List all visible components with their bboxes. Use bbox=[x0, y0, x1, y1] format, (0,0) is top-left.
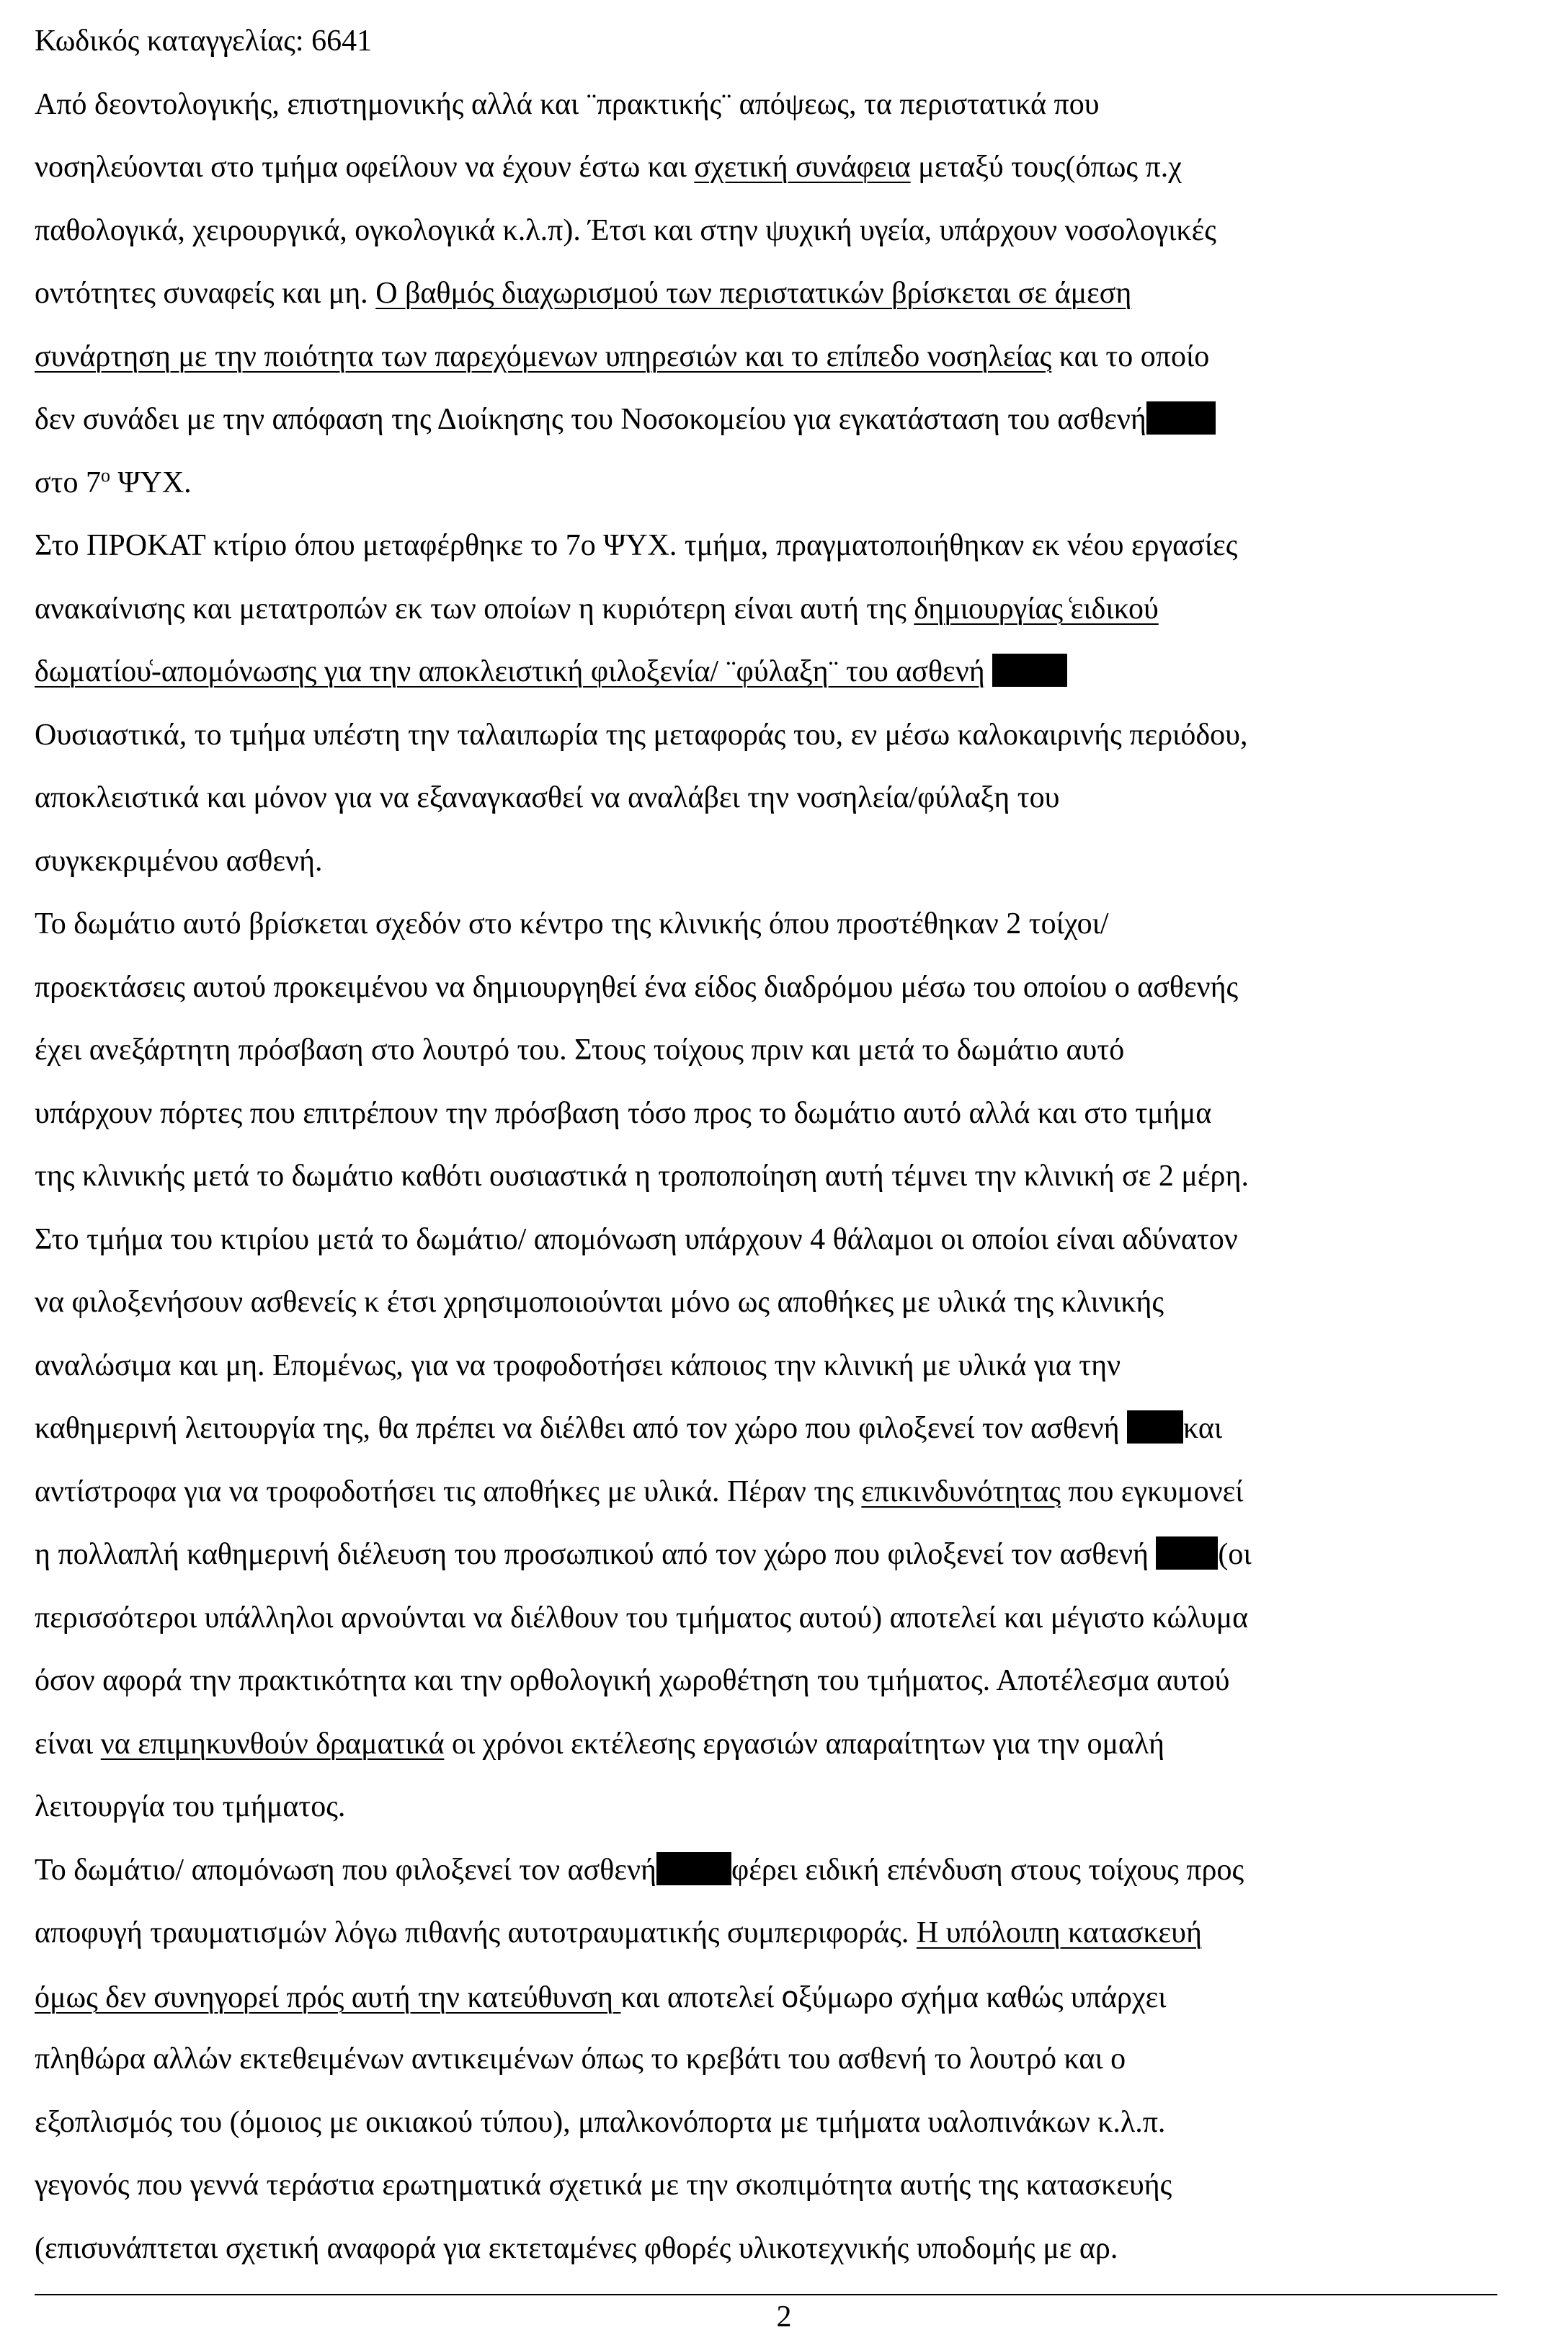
document-body bbox=[35, 10, 1505, 2280]
text-line: όσον αφορά την πρακτικότητα και την ορθολογική χωροθέτηση του τμήματος. Αποτέλεσμα αυτού bbox=[35, 1664, 1230, 1697]
redaction-block bbox=[1146, 401, 1216, 435]
text-line: λειτουργία του τμήματος. bbox=[35, 1790, 346, 1823]
text-line: έχει ανεξάρτητη πρόσβαση στο λουτρό του. Στους τοίχους πριν και μετά το δωμάτιο αυτό bbox=[35, 1033, 1125, 1067]
redaction-block bbox=[992, 654, 1067, 687]
text-line: ανακαίνισης και μετατροπών εκ των οποίων η κυριότερη είναι αυτή της δημιουργίας ͑ειδικού bbox=[35, 592, 1159, 626]
underlined-phrase: δημιουργίας ͑ειδικού bbox=[914, 592, 1159, 626]
text-line: είναι να επιμηκυνθούν δραματικά οι χρόνοι εκτέλεσης εργασιών απαραίτητων για την ομαλή bbox=[35, 1727, 1164, 1761]
text-line: (επισυνάπτεται σχετική αναφορά για εκτεταμένες φθορές υλικοτεχνικής υποδομής με αρ. bbox=[35, 2231, 1118, 2265]
page-number: 2 bbox=[776, 2300, 792, 2334]
text-line: εξοπλισμός του (όμοιος με οικιακού τύπου), μπαλκονόπορτα με τμήματα υαλοπινάκων κ.λ.π. bbox=[35, 2105, 1166, 2139]
text-line: Το δωμάτιο/ απομόνωση που φιλοξενεί τον ασθενή φέρει ειδική επένδυση στους τοίχους προς bbox=[35, 1853, 1244, 1887]
text-line: όμως δεν συνηγορεί πρός αυτή την κατεύθυνση και αποτελεί οξύμωρο σχήμα καθώς υπάρχει bbox=[35, 1979, 1167, 2014]
text-line: Το δωμάτιο αυτό βρίσκεται σχεδόν στο κέντρο της κλινικής όπου προστέθηκαν 2 τοίχοι/ bbox=[35, 907, 1109, 940]
text-line: αντίστροφα για να τροφοδοτήσει τις αποθήκες με υλικά. Πέραν της επικινδυνότητας που εγκυμονεί bbox=[35, 1475, 1244, 1508]
text-line: νοσηλεύονται στο τμήμα οφείλουν να έχουν έστω και σχετική συνάφεια μεταξύ τους(όπως π.χ bbox=[35, 151, 1182, 184]
text-line: Στο τμήμα του κτιρίου μετά το δωμάτιο/ απομόνωση υπάρχουν 4 θάλαμοι οι οποίοι είναι αδύνατον bbox=[35, 1222, 1238, 1256]
text-line: προεκτάσεις αυτού προκειμένου να δημιουργηθεί ένα είδος διαδρόμου μέσω του οποίου ο ασθενής bbox=[35, 970, 1239, 1004]
text-line bbox=[35, 641, 1505, 704]
text-line: Από δεοντολογικής, επιστημονικής αλλά και ¨πρακτικής¨ απόψεως, τα περιστατικά που bbox=[35, 87, 1100, 121]
underlined-phrase: Ο βαθμός διαχωρισμού των περιστατικών βρίσκεται σε άμεση bbox=[375, 277, 1132, 310]
text-line: Στο ΠΡΟΚΑΤ κτίριο όπου μεταφέρθηκε το 7ο ΨΥΧ. τμήμα, πραγματοποιήθηκαν εκ νέου εργασίες bbox=[35, 529, 1238, 562]
underlined-phrase: να επιμηκυνθούν δραματικά bbox=[100, 1727, 445, 1761]
text-line: πληθώρα αλλών εκτεθειμένων αντικειμένων όπως το κρεβάτι του ασθενή το λουτρό και ο bbox=[35, 2042, 1126, 2076]
text-line: συγκεκριμένου ασθενή. bbox=[35, 844, 323, 878]
text-line: παθολογικά, χειρουργικά, ογκολογικά κ.λ.π). Έτσι και στην ψυχική υγεία, υπάρχουν νοσολογικές bbox=[35, 213, 1216, 247]
text-line: υπάρχουν πόρτες που επιτρέπουν την πρόσβαση τόσο προς το δωμάτιο αυτό αλλά και στο τμήμα bbox=[35, 1096, 1212, 1130]
text-line: να φιλοξενήσουν ασθενείς κ έτσι χρησιμοποιούνται μόνο ως αποθήκες με υλικά της κλινικής bbox=[35, 1286, 1164, 1319]
text-line: αποκλειστικά και μόνον για να εξαναγκασθεί να αναλάβει την νοσηλεία/φύλαξη του bbox=[35, 781, 1060, 814]
redaction-block bbox=[1156, 1536, 1218, 1570]
text-line: καθημερινή λειτουργία της, θα πρέπει να διέλθει από τον χώρο που φιλοξενεί τον ασθενή και bbox=[35, 1412, 1223, 1445]
text-line: της κλινικής μετά το δωμάτιο καθότι ουσιαστικά η τροποποίηση αυτή τέμνει την κλινική σε 2 μέρη. bbox=[35, 1160, 1249, 1193]
underlined-phrase: Η υπόλοιπη κατασκευή bbox=[916, 1916, 1202, 1949]
text-line: αποφυγή τραυματισμών λόγω πιθανής αυτοτραυματικής συμπεριφοράς. Η υπόλοιπη κατασκευή bbox=[35, 1916, 1202, 1949]
text-line: δεν συνάδει με την απόφαση της Διοίκησης του Νοσοκομείου για εγκατάσταση του ασθενή bbox=[35, 388, 1505, 452]
underlined-phrase: όμως δεν συνηγορεί πρός αυτή την κατεύθυνση bbox=[35, 1980, 621, 2014]
underlined-phrase: σχετική συνάφεια bbox=[694, 151, 911, 184]
redaction-block bbox=[656, 1852, 731, 1885]
complaint-code: Κωδικός καταγγελίας: 6641 bbox=[35, 25, 373, 58]
redaction-block bbox=[1127, 1410, 1183, 1444]
text-line: συνάρτηση με την ποιότητα των παρεχόμενων υπηρεσιών και το επίπεδο νοσηλείας και το οποίο bbox=[35, 339, 1210, 373]
text-line: γεγονός που γεννά τεράστια ερωτηματικά σχετικά με την σκοπιμότητα αυτής της κατασκευής bbox=[35, 2169, 1172, 2202]
text-line: Ουσιαστικά, το τμήμα υπέστη την ταλαιπωρία της μεταφοράς του, εν μέσω καλοκαιρινής περιόδου, bbox=[35, 718, 1248, 752]
underlined-phrase: συνάρτηση με την ποιότητα των παρεχόμενων υπηρεσιών και το επίπεδο νοσηλείας bbox=[35, 339, 1052, 373]
text-line: αναλώσιμα και μη. Επομένως, για να τροφοδοτήσει κάποιος την κλινική με υλικά για την bbox=[35, 1348, 1121, 1382]
text-line: περισσότεροι υπάλληλοι αρνούνται να διέλθουν του τμήματος αυτού) αποτελεί και μέγιστο κώλυμα bbox=[35, 1601, 1249, 1634]
underlined-phrase: δωματίου͑-απομόνωσης για την αποκλειστική φιλοξενία/ ¨φύλαξη¨ του ασθενή bbox=[35, 655, 985, 688]
text-line: στο $7^o$ ΨΥΧ. bbox=[35, 464, 192, 499]
text-line: η πολλαπλή καθημερινή διέλευση του προσωπικού από τον χώρο που φιλοξενεί τον ασθενή (οι bbox=[35, 1538, 1252, 1571]
footer-rule bbox=[35, 2294, 1497, 2295]
underlined-phrase: επικινδυνότητας bbox=[861, 1475, 1061, 1508]
text-line: οντότητες συναφείς και μη. Ο βαθμός διαχωρισμού των περιστατικών βρίσκεται σε άμεση bbox=[35, 277, 1132, 310]
